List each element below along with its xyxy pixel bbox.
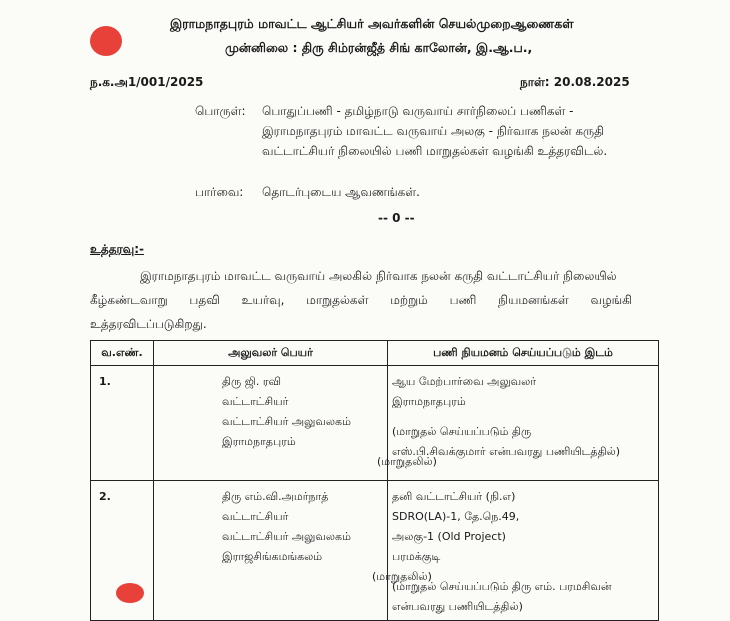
order-para-line-2: கீழ்கண்டவாறு பதவி உயர்வு, மாறுதல்கள் மற்றும் பணி நியமனங்கள் வழங்கி [90,293,633,307]
table-row [91,481,659,621]
officer-designation: வட்டாட்சியர் [222,510,289,523]
posting-line: பரமக்குடி [392,550,441,563]
officer-designation: வட்டாட்சியர் [222,395,289,408]
table-row [91,366,659,481]
officer-name: திரு எம்.வி.அமர்நாத் [222,490,329,503]
read-label: பார்வை: [195,185,244,199]
row-serial [91,481,154,621]
serial-number: 1. [99,375,111,388]
posting-line: (மாறுதல் செய்யப்படும் திரு [392,425,532,438]
read-text: தொடர்புடைய ஆவணங்கள். [262,185,420,199]
posting-line: SDRO(LA)-1, தே.நெ.49, [392,510,520,523]
subject-label: பொருள்: [195,104,246,118]
officer-location: இராமநாதபுரம் [222,435,296,448]
posting-line: என்பவரது பணியிடத்தில்) [392,600,523,613]
row-serial [91,366,154,481]
posting-line [392,567,658,577]
officer-note: (மாறுதலில்) [372,570,432,583]
header-title: இராமநாதபுரம் மாவட்ட ஆட்சியர் அவர்களின் செயல்முறைஆணைகள் [170,16,574,31]
col-header-officer: அலுவலர் பெயர் [154,341,388,366]
subject-line-2: இராமநாதபுரம் மாவட்ட வருவாய் அலகு - நிர்வாக நலன் கருதி [262,124,605,138]
order-para-line-1: இராமநாதபுரம் மாவட்ட வருவாய் அலகில் நிர்வாக நலன் கருதி வட்டாட்சியர் நிலையில் [140,269,617,283]
col-header-posting: பணி நியமனம் செய்யப்படும் இடம் [388,341,659,366]
serial-number: 2. [99,490,111,503]
table-header-row [91,341,659,366]
officer-office: வட்டாட்சியர் அலுவலகம் [222,530,351,543]
separator: -- 0 -- [378,211,415,225]
officer-location: இராஜசிங்கமங்கலம் [222,550,323,563]
order-para-line-3: உத்தரவிடப்படுகிறது. [90,317,207,331]
posting-line: ஆய மேற்பார்வை அலுவலர் [392,375,537,388]
col-header-serial: வ.எண். [91,341,154,366]
posting-line: அலகு-1 (Old Project) [392,530,506,543]
posting-line [392,412,658,422]
posting-line: எஸ்.பி.சிவக்குமார் என்பவரது பணியிடத்தில்) [392,445,621,458]
reference-number: ந.க.அ1/001/2025 [90,75,204,89]
posting-line: (மாறுதல் செய்யப்படும் திரு எம். பரமசிவன் [392,580,612,593]
order-heading: உத்தரவு:- [90,242,144,256]
row-officer [154,366,437,481]
row-posting [388,481,659,621]
red-seal-dot-top [90,26,122,56]
officer-office: வட்டாட்சியர் அலுவலகம் [222,415,351,428]
officer-note: (மாறுதலில்) [377,455,437,468]
header-presiding-officer: முன்னிலை : திரு சிம்ரன்ஜீத் சிங் காலோன், இ.ஆ.ப., [225,40,533,55]
order-date: நாள்: 20.08.2025 [520,75,630,89]
subject-line-3: வட்டாட்சியர் நிலையில் பணி மாறுதல்கள் வழங்கி உத்தரவிடல். [262,144,608,158]
posting-line: இராமநாதபுரம் [392,395,466,408]
posting-orders-table [90,340,659,621]
posting-line: தனி வட்டாட்சியர் (நி.எ) [392,490,516,503]
subject-line-1: பொதுப்பணி - தமிழ்நாடு வருவாய் சார்நிலைப் பணிகள் - [262,104,574,118]
officer-name: திரு ஜி. ரவி [222,375,282,388]
